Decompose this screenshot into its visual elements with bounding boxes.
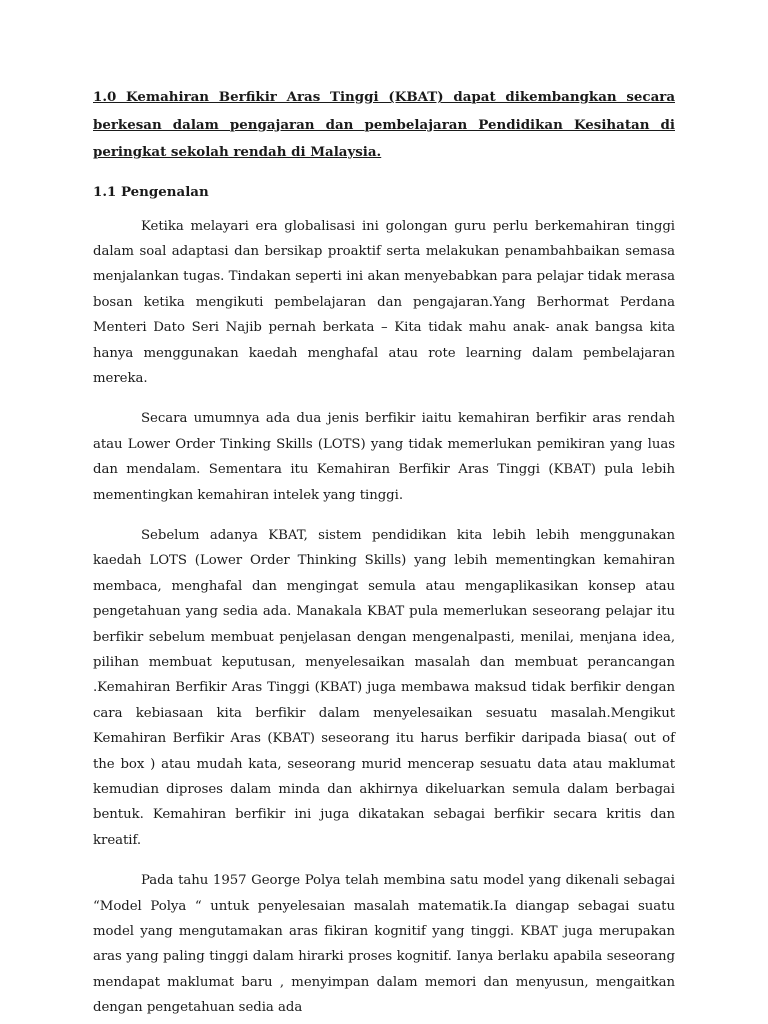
paragraph-3: Sebelum adanya KBAT, sistem pendidikan kita lebih lebih menggunakan kaedah LOTS (Lower Order Thinking Skills) yang lebih mementingkan kemahiran membaca, menghafal dan mengingat semula atau mengaplikasikan konsep atau pengetahuan yang sedia ada. Manakala KBAT pula memerlukan seseorang pelajar itu berfikir sebelum membuat penjelasan dengan mengenalpasti, menilai, menjana idea, pilihan membuat keputusan, menyelesaikan masalah dan membuat perancangan .Kemahiran Berfikir Aras Tinggi (KBAT) juga membawa maksud tidak berfikir dengan cara kebiasaan kita berfikir dalam menyelesaikan sesuatu masalah.Mengikut Kemahiran Berfikir Aras (KBAT) seseorang itu harus berfikir daripada biasa( out of the box ) atau mudah kata, seseorang murid mencerap sesuatu data atau maklumat kemudian diproses dalam minda dan akhirnya dikeluarkan semula dalam berbagai bentuk. Kemahiran berfikir ini juga dikatakan sebagai berfikir secara kritis dan kreatif. bbox=[93, 527, 675, 848]
section-heading: 1.1 Pengenalan bbox=[93, 183, 209, 200]
paragraph-1: Ketika melayari era globalisasi ini golongan guru perlu berkemahiran tinggi dalam soal adaptasi dan bersikap proaktif serta melakukan penambahbaikan semasa menjalankan tugas. Tindakan seperti ini akan menyebabkan para pelajar tidak merasa bosan ketika mengikuti pembelajaran dan pengajaran.Yang Berhormat Perdana Menteri Dato Seri Najib pernah berkata – Kita tidak mahu anak- anak bangsa kita hanya menggunakan kaedah menghafal atau rote learning dalam pembelajaran mereka. bbox=[93, 218, 675, 386]
document-title: 1.0 Kemahiran Berfikir Aras Tinggi (KBAT) dapat dikembangkan secara berkesan dalam pengajaran dan pembelajaran Pendidikan Kesihatan di peringkat sekolah rendah di Malaysia. bbox=[93, 89, 675, 160]
paragraph-4: Pada tahu 1957 George Polya telah membina satu model yang dikenali sebagai “Model Polya “ untuk penyelesaian masalah matematik.Ia diangap sebagai suatu model yang mengutamakan aras fikiran kognitif yang tinggi. KBAT juga merupakan aras yang paling tinggi dalam hirarki proses kognitif. Ianya berlaku apabila seseorang mendapat maklumat baru , menyimpan dalam memori dan menyusun, mengaitkan dengan pengetahuan sedia ada bbox=[93, 873, 675, 1016]
paragraph-2: Secara umumnya ada dua jenis berfikir iaitu kemahiran berfikir aras rendah atau Lower Order Tinking Skills (LOTS) yang tidak memerlukan pemikiran yang luas dan mendalam. Sementara itu Kemahiran Berfikir Aras Tinggi (KBAT) pula lebih mementingkan kemahiran intelek yang tinggi. bbox=[93, 411, 675, 503]
